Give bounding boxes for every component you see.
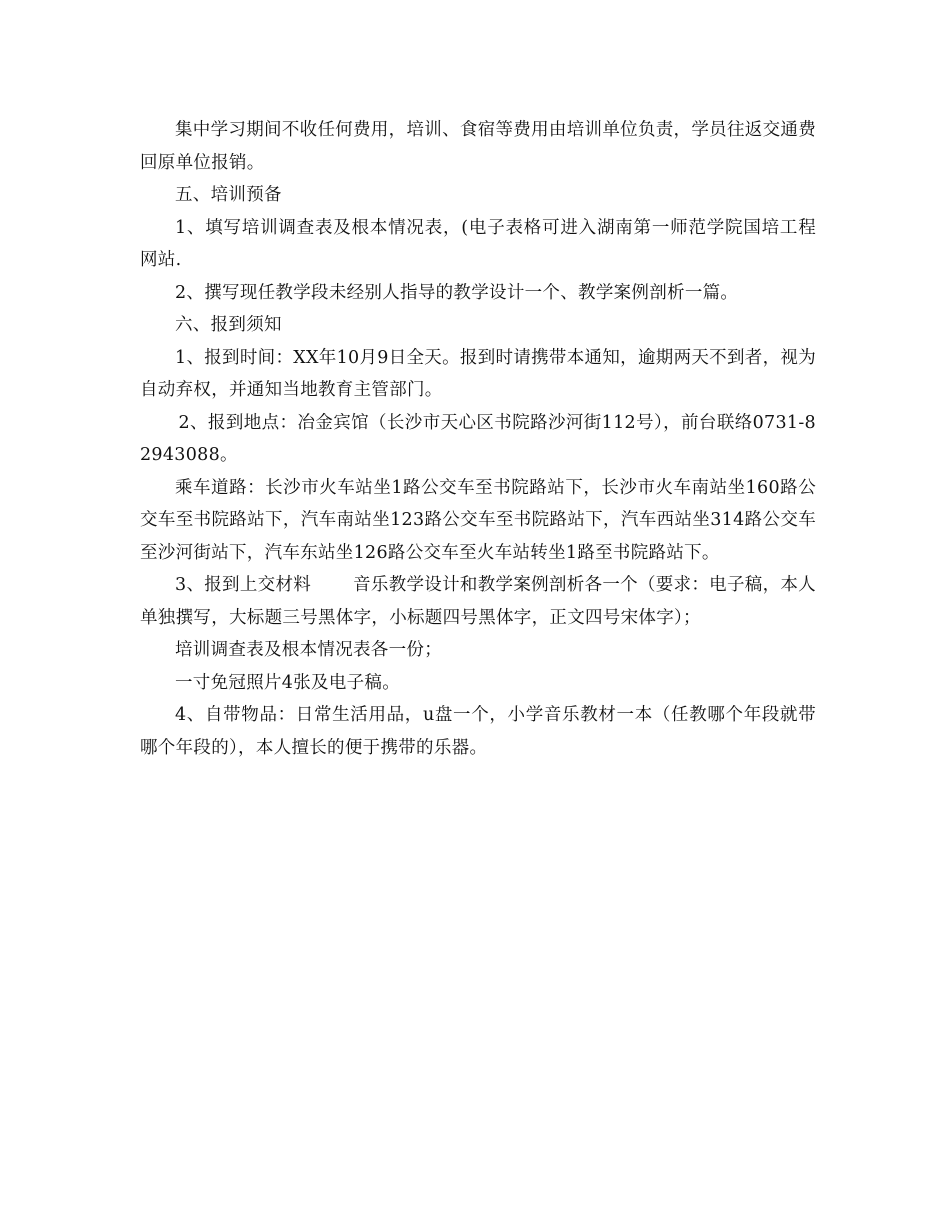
paragraph-photos: 一寸免冠照片4张及电子稿。 bbox=[175, 672, 401, 693]
heading-training-preparation: 五、培训预备 bbox=[175, 185, 282, 205]
paragraph-submit-materials bbox=[140, 569, 816, 634]
paragraph-personal-items: 4、自带物品：日常生活用品，u盘一个，小学音乐教材一本（任教哪个年段就带哪个年段的），本人擅长的便于携带的乐器。 bbox=[140, 705, 816, 758]
paragraph-survey-copy: 培训调查表及根本情况表各一份； bbox=[175, 640, 442, 660]
paragraph-transport-routes: 乘车道路：长沙市火车站坐1路公交车至书院路站下，长沙市火车南站坐160路公交车至书院路站下，汽车南站坐123路公交车至书院路站下，汽车西站坐314路公交车至沙河街站下，汽车东站坐126路公交车至火车站转坐1路至书院路站下。 bbox=[140, 477, 816, 563]
heading-registration-notice: 六、报到须知 bbox=[175, 315, 282, 335]
paragraph-teaching-design: 2、撰写现任教学段未经别人指导的教学设计一个、教学案例剖析一篇。 bbox=[175, 282, 739, 303]
paragraph-survey-form: 1、填写培训调查表及根本情况表，(电子表格可进入湖南第一师范学院国培工程网站. bbox=[140, 217, 816, 270]
paragraph-registration-time: 1、报到时间：XX年10月9日全天。报到时请携带本通知，逾期两天不到者，视为自动弃权，并通知当地教育主管部门。 bbox=[140, 347, 816, 400]
paragraph-fees: 集中学习期间不收任何费用，培训、食宿等费用由培训单位负责，学员往返交通费回原单位报销。 bbox=[140, 120, 816, 173]
materials-text: 音乐教学设计和教学案例剖析各一个（要求：电子稿，本人单独撰写，大标题三号黑体字，小标题四号黑体字，正文四号宋体字）； bbox=[140, 575, 816, 628]
materials-label: 3、报到上交材料 bbox=[175, 575, 312, 595]
document-body bbox=[140, 114, 816, 764]
paragraph-registration-location: 2、报到地点：冶金宾馆（长沙市天心区书院路沙河街112号），前台联络0731-82943088。 bbox=[140, 412, 816, 465]
